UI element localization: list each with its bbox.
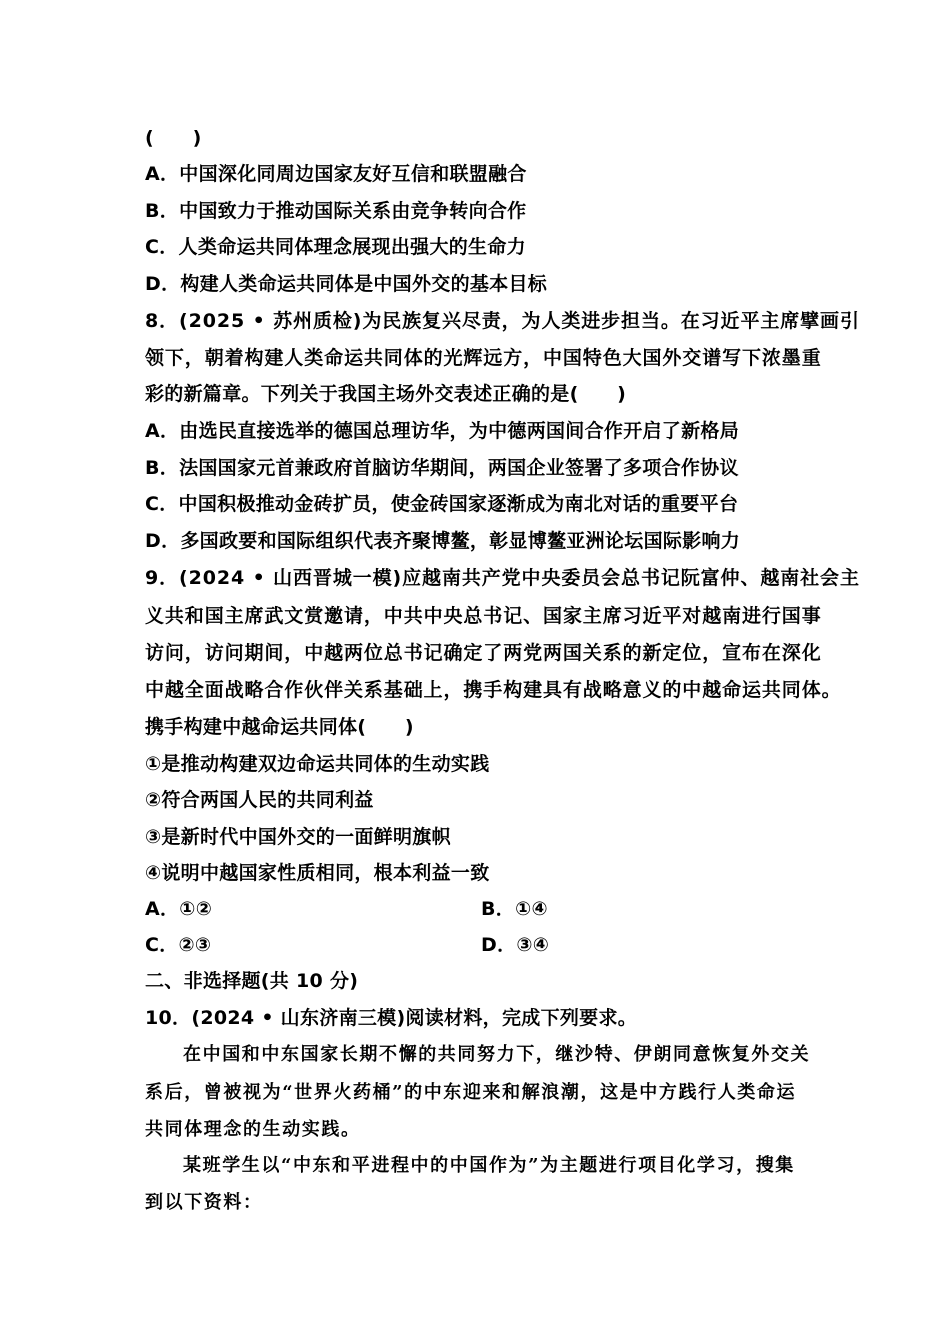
q10-material-line: 共同体理念的生动实践。 <box>145 1119 361 1140</box>
q9-statement-4: ④说明中越国家性质相同，根本利益一致 <box>145 862 490 884</box>
q9-option-b: B．①④ <box>481 898 548 920</box>
q9-statement-1: ①是推动构建双边命运共同体的生动实践 <box>145 753 490 775</box>
q9-stem-line: 9．(2024 • 山西晋城一模)应越南共产党中央委员会总书记阮富仲、越南社会主 <box>145 567 860 589</box>
q9-stem-line: 携手构建中越命运共同体( ) <box>145 716 414 738</box>
q8-stem-line: 彩的新篇章。下列关于我国主场外交表述正确的是( ) <box>145 383 627 405</box>
q7-option-a: A．中国深化同周边国家友好互信和联盟融合 <box>145 163 527 185</box>
q9-statement-3: ③是新时代中国外交的一面鲜明旗帜 <box>145 826 451 848</box>
section-heading: 二、非选择题(共 10 分) <box>145 970 359 992</box>
q7-answer-paren: ( ) <box>145 127 202 149</box>
q7-option-c: C．人类命运共同体理念展现出强大的生命力 <box>145 236 526 258</box>
q9-statement-2: ②符合两国人民的共同利益 <box>145 789 374 811</box>
q10-material-line: 系后，曾被视为“世界火药桶”的中东迎来和解浪潮，这是中方践行人类命运 <box>145 1082 797 1103</box>
q7-option-b: B．中国致力于推动国际关系由竞争转向合作 <box>145 200 527 222</box>
q10-material-line: 某班学生以“中东和平进程中的中国作为”为主题进行项目化学习，搜集 <box>183 1155 795 1176</box>
q8-option-c: C．中国积极推动金砖扩员，使金砖国家逐渐成为南北对话的重要平台 <box>145 493 739 515</box>
q8-stem-line: 领下，朝着构建人类命运共同体的光辉远方，中国特色大国外交谱写下浓墨重 <box>145 347 822 369</box>
q9-option-a: A．①② <box>145 898 213 920</box>
q8-option-d: D．多国政要和国际组织代表齐聚博鳌，彰显博鳌亚洲论坛国际影响力 <box>145 530 741 552</box>
q9-option-d: D．③④ <box>481 934 550 956</box>
q9-stem-line: 中越全面战略合作伙伴关系基础上，携手构建具有战略意义的中越命运共同体。 <box>145 679 842 701</box>
q9-option-c: C．②③ <box>145 934 212 956</box>
q7-option-d: D．构建人类命运共同体是中国外交的基本目标 <box>145 273 548 295</box>
q8-stem-line: 8．(2025 • 苏州质检)为民族复兴尽责，为人类进步担当。在习近平主席擘画引 <box>145 310 860 332</box>
q9-stem-line: 访问，访问期间，中越两位总书记确定了两党两国关系的新定位，宣布在深化 <box>145 642 822 664</box>
q10-material-line: 到以下资料： <box>145 1192 263 1213</box>
q10-material-line: 在中国和中东国家长期不懈的共同努力下，继沙特、伊朗同意恢复外交关 <box>183 1044 811 1065</box>
q8-option-a: A．由选民直接选举的德国总理访华，为中德两国间合作开启了新格局 <box>145 420 740 442</box>
q10-stem: 10．(2024 • 山东济南三模)阅读材料，完成下列要求。 <box>145 1007 638 1029</box>
q9-stem-line: 义共和国主席武文赏邀请，中共中央总书记、国家主席习近平对越南进行国事 <box>145 605 822 627</box>
q8-option-b: B．法国国家元首兼政府首脑访华期间，两国企业签署了多项合作协议 <box>145 457 739 479</box>
